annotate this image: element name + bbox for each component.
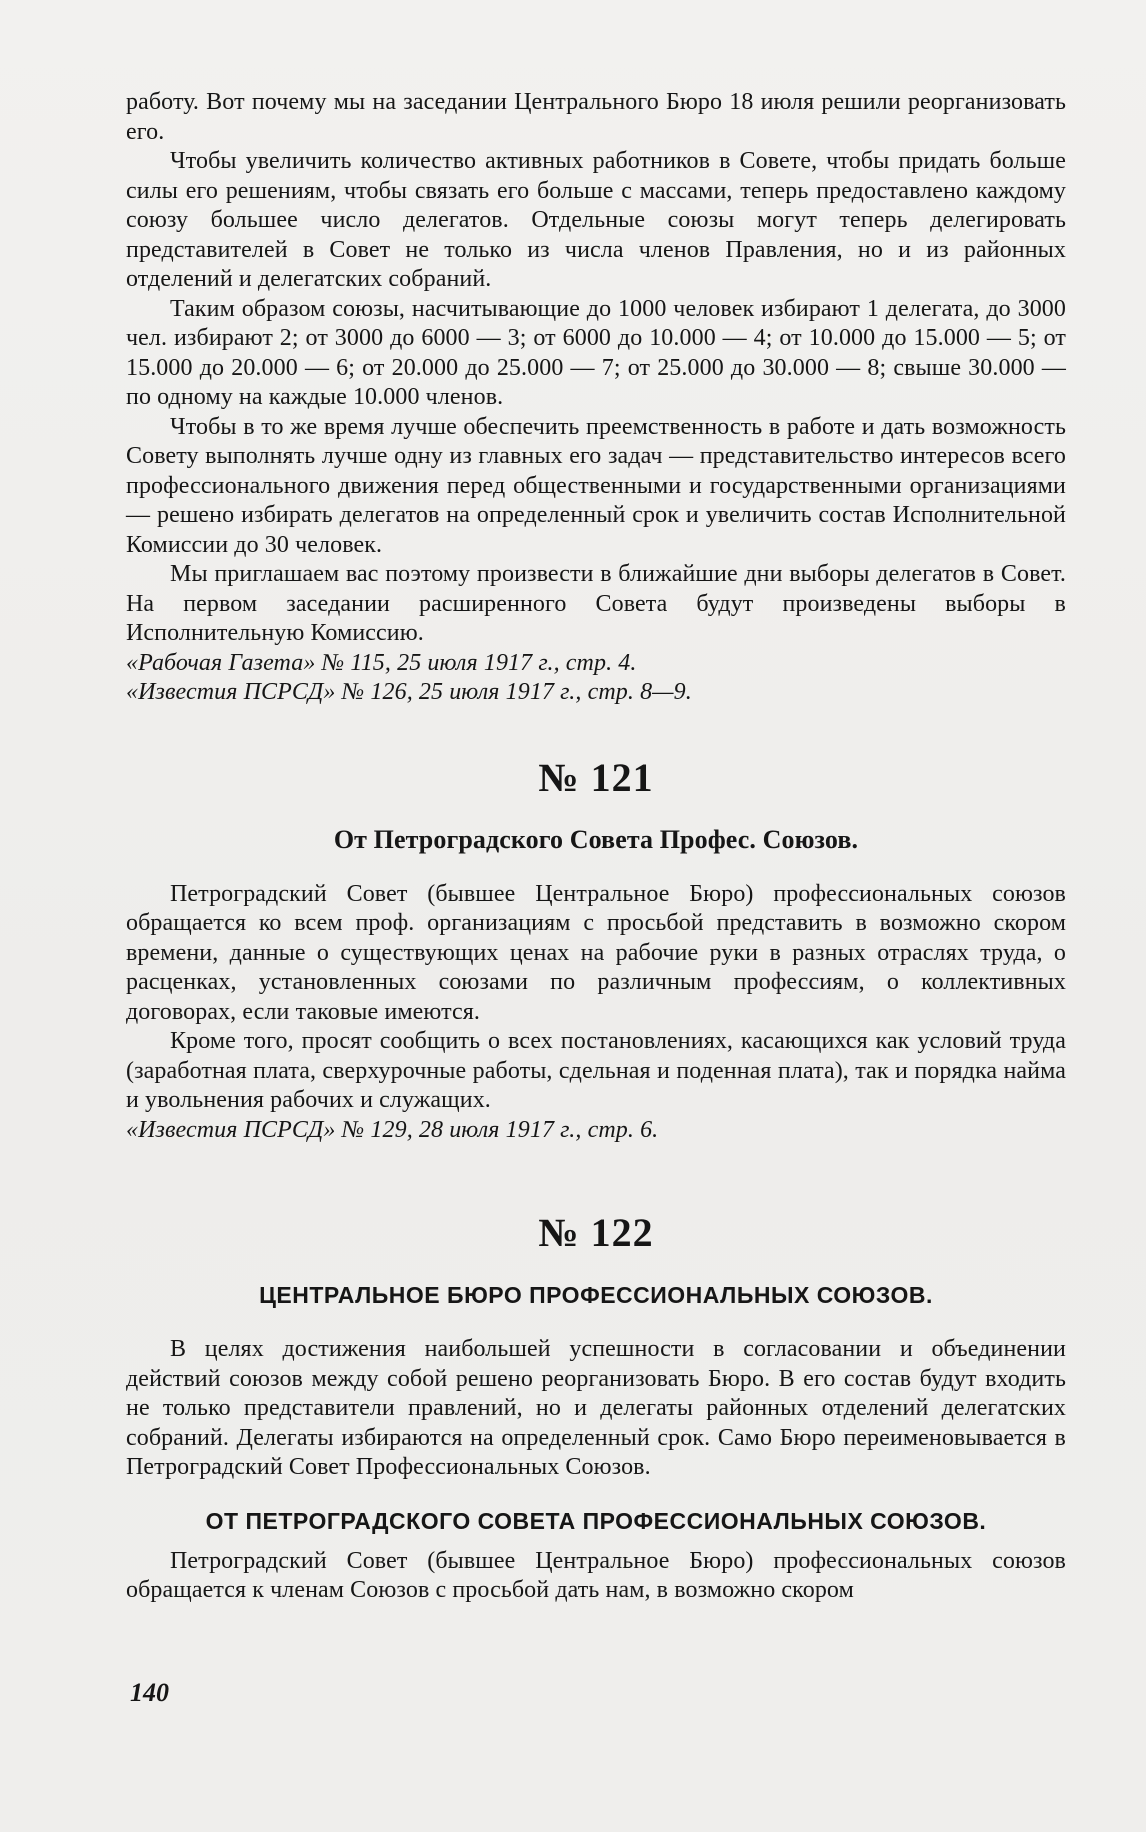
document-number: № 122 — [538, 1210, 654, 1255]
section-subtitle: ОТ ПЕТРОГРАДСКОГО СОВЕТА ПРОФЕССИОНАЛЬНЫХ СОЮЗОВ. — [205, 1507, 987, 1534]
doc122-paragraph-reorganization: В целях достижения наибольшей успешности в согласовании и объединении действий союзов между собой решено реорганизовать Бюро. В его состав будут входить не только представители правлений, но и делегаты районных отделений делегатских собраний. Делегаты избираются на определенный срок. Само Бюро переименовывается в Петроградский Совет Профессиональных Союзов. — [126, 1336, 1066, 1480]
document-title: ЦЕНТРАЛЬНОЕ БЮРО ПРОФЕССИОНАЛЬНЫХ СОЮЗОВ. — [259, 1282, 933, 1308]
paragraph-continuation: работу. Вот почему мы на заседании Центрального Бюро 18 июля решили реорганизовать его. — [126, 89, 1066, 145]
source-citation: «Известия ПСРСД» № 126, 25 июля 1917 г., стр. 8—9. — [126, 679, 692, 705]
document-number: № 121 — [538, 754, 654, 800]
text-column — [126, 88, 1066, 1606]
page-number: 140 — [130, 1678, 169, 1707]
paragraph-continuity: Чтобы в то же время лучше обеспечить преемственность в работе и дать возможность Совету выполнять лучше одну из главных его задач — представительство интересов всего профессионального движения перед общественными и государственными организациями — решено избирать делегатов на определенный срок и увеличить состав Исполнительной Комиссии до 30 человек. — [126, 413, 1066, 558]
document-title: От Петроградского Совета Профес. Союзов. — [333, 824, 859, 854]
paragraph-invitation: Мы приглашаем вас поэтому произвести в ближайшие дни выборы делегатов в Совет. На первом заседании расширенного Совета будут произведены выборы в Исполнительную Комиссию. — [126, 561, 1066, 646]
source-citation: «Рабочая Газета» № 115, 25 июля 1917 г., стр. 4. — [126, 649, 637, 676]
doc121-paragraph-request: Петроградский Совет (бывшее Центральное Бюро) профессиональных союзов обращается ко всем проф. организациям с просьбой представить в возможно скором времени, данные о существующих ценах на рабочие руки в разных отраслях труда, о расценках, установленных союзами по различным профессиям, о коллективных договорах, если таковые имеются. — [126, 880, 1066, 1025]
doc122-paragraph-appeal: Петроградский Совет (бывшее Центральное Бюро) профессиональных союзов обращается к членам Союзов с просьбой дать нам, в возможно скором — [126, 1547, 1066, 1603]
source-citation: «Известия ПСРСД» № 129, 28 июля 1917 г., стр. 6. — [126, 1116, 659, 1143]
paragraph-delegates-increase: Чтобы увеличить количество активных работников в Совете, чтобы придать больше силы его решениям, чтобы связать его больше с массами, теперь предоставлено каждому союзу большее число делегатов. Отдельные союзы могут теперь делегировать представителей в Совет не только из числа членов Правления, но и из районных отделений и делегатских собраний. — [126, 148, 1066, 292]
doc121-paragraph-resolutions: Кроме того, просят сообщить о всех постановлениях, касающихся как условий труда (заработная плата, сверхурочные работы, сдельная и поденная плата), так и порядка найма и увольнения рабочих и служащих. — [126, 1028, 1066, 1113]
paragraph-delegate-quotas: Таким образом союзы, насчитывающие до 1000 человек избирают 1 делегата, до 3000 чел. избирают 2; от 3000 до 6000 — 3; от 6000 до 10.000 — 4; от 10.000 до 15.000 — 5; от 15.000 до 20.000 — 6; от 20.000 до 25.000 — 7; от 25.000 до 30.000 — 8; свыше 30.000 — по одному на каждые 10.000 членов. — [126, 295, 1066, 410]
